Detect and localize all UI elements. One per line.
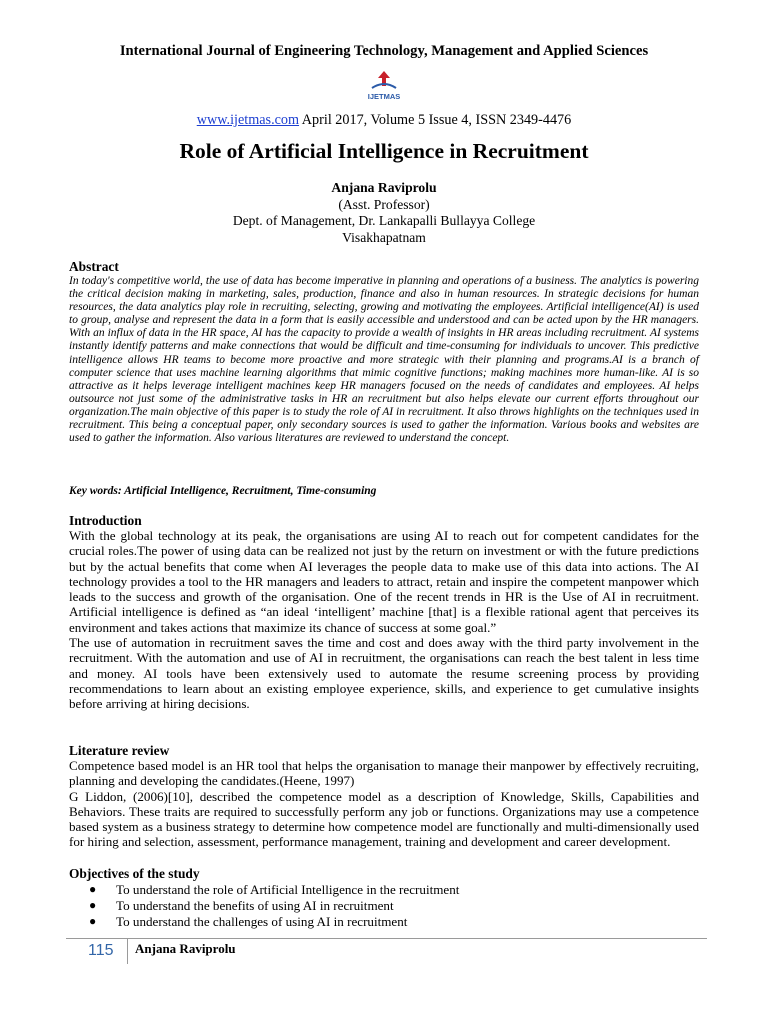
footer-rule <box>66 938 707 939</box>
author-city: Visakhapatnam <box>342 229 426 245</box>
introduction-heading: Introduction <box>69 513 142 528</box>
footer-divider <box>127 938 128 964</box>
author-name: Anjana Raviprolu <box>331 180 437 195</box>
author-block <box>0 180 768 246</box>
bullet-icon: ● <box>89 913 97 928</box>
literature-review-body <box>69 758 699 850</box>
literature-paragraph: G Liddon, (2006)[10], described the competence model as a description of Knowledge, Skills, Capabilities and Behaviors. These traits are required to successfully perform any job or functions. Organizations may use a competence based system as a business strategy to determine how competence model are functionally and multi-dimensionally used for hiring and selection, assessment, performance management, training and development and career development. <box>69 788 699 850</box>
journal-website-link[interactable]: www.ijetmas.com <box>196 112 300 128</box>
abstract-text: In today's competitive world, the use of data has become imperative in planning and operations of a business. The analytics is powering the critical decision making in marketing, sales, production, finance and also in human resources. In strategic decisions for human resources, the data analytics play role in recruiting, selecting, growing and motivating the employees. Artificial intelligence(AI) is used to group, analyse and represent the data in a form that is easily accessible and understood and can be acted upon by the HR managers. With an influx of data in the HR space, AI has the capacity to provide a wealth of insights in HR areas including recruitment. AI systems instantly identify patterns and make connections that would be difficult and time-consuming for individuals to uncover. This predictive intelligence allows HR teams to become more proactive and more strategic with their planning and programs.AI is a branch of computer science that uses machine learning algorithms that mimic cognitive functions; making machines more human-like. AI is so attractive as it helps leverage intelligent machines keep HR managers focused on the needs of candidates and employees. AI helps outsource not just some of the administrative tasks in HR an recruitment but also helps elevate our current efforts throughout our organization.The main objective of this paper is to study the role of AI in recruitment. It also throws highlights on the techniques used in recruitment. This being a conceptual paper, only secondary sources is used to gather the information. Various books and websites are used to gather the information. Also various literatures are reviewed to understand the concept. <box>69 275 699 445</box>
bullet-icon: ● <box>89 882 97 896</box>
issue-line <box>0 112 768 129</box>
footer-author: Anjana Raviprolu <box>135 941 236 956</box>
objectives-heading: Objectives of the study <box>69 866 200 881</box>
list-item: ● To understand the benefits of using AI in recruitment <box>89 897 394 913</box>
page-number: 115 <box>88 942 114 959</box>
list-item: ● To understand the role of Artificial Intelligence in the recruitment <box>89 882 460 897</box>
paper-title: Role of Artificial Intelligence in Recruitment <box>179 139 589 163</box>
logo-text: IJETMAS <box>367 92 401 101</box>
introduction-paragraph: With the global technology at its peak, the organisations are using AI to reach out for competent candidates for the crucial roles.The power of using data can be realized not just by the return on investment or with the future predictions but by the actual benefits that come when AI leverages the people data to make use of this data into actions. The AI technology provides a tool to the HR managers and leaders to attract, retain and inspire the competent manpower which leads to the success and growth of the organisation. One of the recent trends in HR is the Use of AI in recruitment. Artificial intelligence is defined as “an ideal ‘intelligent’ machine [that] is a flexible rational agent that perceives its environment and takes actions that maximize its chance of success at some goal.” <box>69 528 699 635</box>
abstract-heading: Abstract <box>69 259 119 274</box>
list-item: ● To understand the challenges of using AI in recruitment <box>89 913 408 929</box>
journal-name: International Journal of Engineering Technology, Management and Applied Sciences <box>119 43 649 59</box>
author-department: Dept. of Management, Dr. Lankapalli Bullayya College <box>232 213 536 229</box>
author-position: (Asst. Professor) <box>338 196 430 212</box>
introduction-body <box>69 528 699 712</box>
objectives-list <box>69 882 699 929</box>
issue-info: April 2017, Volume 5 Issue 4, ISSN 2349-4476 <box>299 112 572 128</box>
literature-review-heading: Literature review <box>69 743 170 758</box>
journal-logo <box>364 68 404 102</box>
introduction-paragraph: The use of automation in recruitment saves the time and cost and does away with the third party involvement in the recruitment. With the automation and use of AI in recruitment, the organisations can reach the best talent in less time and money. AI tools have been extensively used to automate the resume screening process by providing recommendations to learn about an existing employee experience, skills, and experience to get cumulative insights before arriving at hiring decisions. <box>69 635 699 712</box>
bullet-icon: ● <box>89 897 97 912</box>
keywords: Key words: Artificial Intelligence, Recruitment, Time-consuming <box>69 485 377 497</box>
literature-paragraph: Competence based model is an HR tool that helps the organisation to manage their manpower by effectively recruiting, planning and developing the candidates.(Heene, 1997) <box>69 758 699 789</box>
